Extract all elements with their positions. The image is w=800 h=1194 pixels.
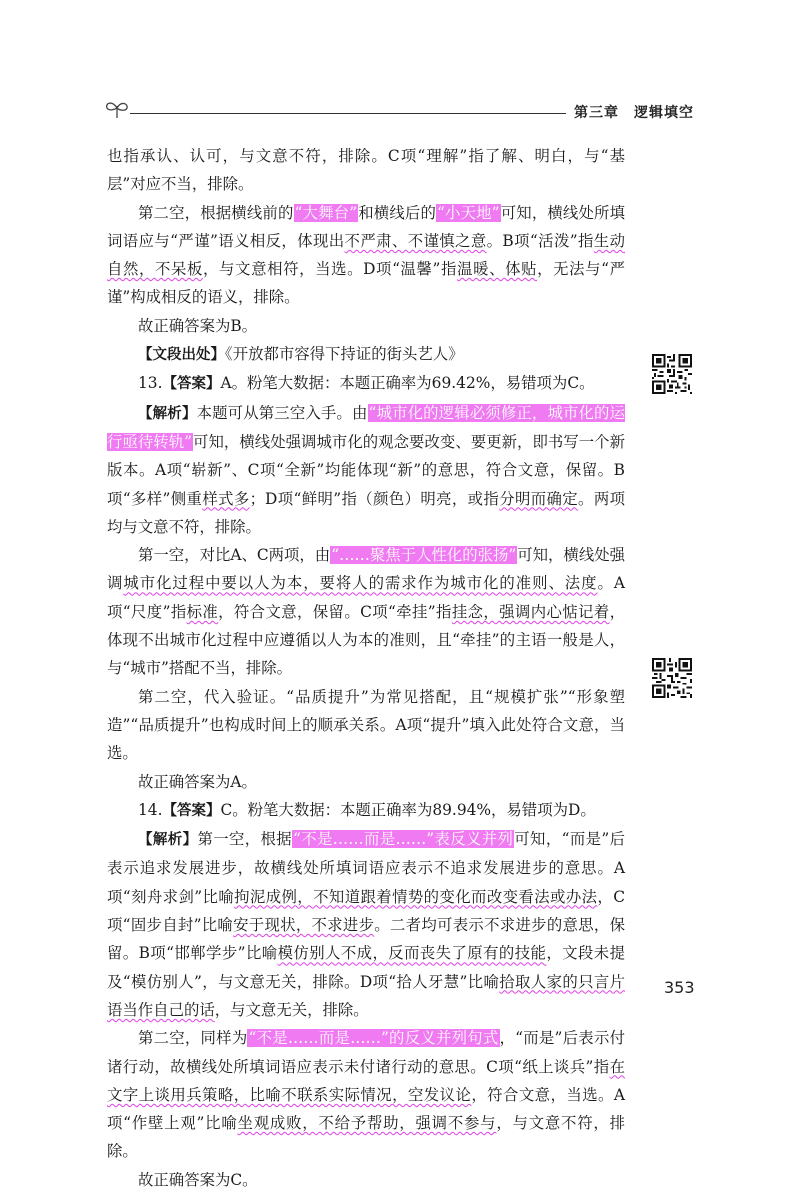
wavy-underline: 生动自然，不呆板 xyxy=(107,231,625,279)
answer-line: 故正确答案为C。 xyxy=(138,1170,258,1189)
chapter-title: 第三章 逻辑填空 xyxy=(574,105,694,121)
wavy-underline: 分明而确定 xyxy=(499,489,579,508)
question-14-answer: 14.【答案】C。粉笔大数据：本题正确率为89.94%，易错项为D。 xyxy=(138,800,596,819)
wavy-underline: 拾取人家的只言片语当作自己的话 xyxy=(107,972,625,1019)
highlight: “不是……而是……”的反义并列句式 xyxy=(248,1029,499,1048)
paragraph: 【解析】第一空，根据“不是……而是……”表反义并列可知，“而是”后表示追求发展进步，故横线处所填词语应表示不追求发展进步的意思。A项“刻舟求剑”比喻拘泥成例，不知道跟着情势的变化而改变看法或办法，C项“固步自封”比喻安于现状，不求进步。二者均可表示不求进步的意思，保留。B项“邯郸学步”比喻模仿别人不成，反而丧失了原有的技能，文段未提及“模仿别人”，与文意无关，排除。D项“拾人牙慧”比喻拾取人家的只言片语当作自己的话，与文意无关，排除。 xyxy=(107,830,625,1019)
qr-code-icon[interactable] xyxy=(652,354,692,394)
wavy-underline: 标准 xyxy=(186,602,219,621)
paragraph: 第一空，对比A、C两项，由“……聚焦于人性化的张扬”可知，横线处强调城市化过程中要以人为本，要将人的需求作为城市化的准则、法度。A项“尺度”指标准，符合文意，保留。C项“牵挂”指挂念，强调内心惦记着，体现不出城市化过程中应遵循以人为本的准则，且“牵挂”的主语一般是人，与“城市”搭配不当，排除。 xyxy=(107,546,625,678)
wavy-underline: 样式多 xyxy=(202,489,250,508)
wavy-underline: 温暖、体贴 xyxy=(457,260,538,279)
paragraph: 【解析】本题可从第三空入手。由“城市化的逻辑必须修正，城市化的运行亟待转轨”可知，横线处强调城市化的观念要改变、要更新，即书写一个新版本。A项“崭新”、C项“全新”均能体现“新”的意思，符合文意，保留。B项“多样”侧重样式多；D项“鲜明”指（颜色）明亮，或指分明而确定。两项均与文意不符，排除。 xyxy=(107,403,625,536)
wavy-underline: 安于现状，不求进步 xyxy=(233,916,375,935)
wavy-underline: 挂念，强调内心惦记着 xyxy=(451,602,610,621)
highlight: “城市化的逻辑必须修正，城市化的运行亟待转轨” xyxy=(107,403,625,451)
qr-code-icon[interactable] xyxy=(652,658,692,698)
answer-line: 故正确答案为A。 xyxy=(138,772,257,791)
paragraph: 第二空，同样为“不是……而是……”的反义并列句式，“而是”后表示付诸行动，故横线处所填词语应表示未付诸行动的意思。C项“纸上谈兵”指在文字上谈用兵策略，比喻不联系实际情况，空发议论，符合文意，当选。A项“作壁上观”比喻坐观成败，不给予帮助，强调不参与，与文意不符，排除。 xyxy=(107,1029,625,1161)
answer-line: 故正确答案为B。 xyxy=(138,316,258,335)
page-content xyxy=(107,142,625,1194)
wavy-underline: 在文字上谈用兵策略，比喻不联系实际情况，空发议论 xyxy=(107,1057,625,1104)
wavy-underline: 不严肃、不谨慎之意 xyxy=(344,231,487,250)
running-header xyxy=(104,96,694,124)
source-line: 【文段出处】《开放都市容得下持证的街头艺人》 xyxy=(138,345,464,364)
wavy-underline: 拘泥成例，不知道跟着情势的变化而改变看法或办法 xyxy=(234,887,598,906)
highlight: “大舞台” xyxy=(294,203,358,222)
highlight: “小天地” xyxy=(437,203,500,222)
wavy-underline: 模仿别人不成，反而丧失了原有的技能 xyxy=(277,944,547,963)
highlight: “……聚焦于人性化的张扬” xyxy=(331,546,517,565)
paragraph: 第二空，根据横线前的“大舞台”和横线后的“小天地”可知，横线处所填词语应与“严谨”语义相反，体现出不严肃、不谨慎之意。B项“活泼”指生动自然，不呆板，与文意相符，当选。D项“温馨”指温暖、体贴，无法与“严谨”构成相反的语义，排除。 xyxy=(107,203,625,307)
wavy-underline: 城市化过程中要以人为本，要将人的需求作为城市化的准则、法度 xyxy=(123,574,598,593)
paragraph: 也指承认、认可，与文意不符，排除。C项“理解”指了解、明白，与“基层”对应不当，排除。 xyxy=(107,147,625,194)
paragraph: 第二空，代入验证。“品质提升”为常见搭配，且“规模扩张”“形象塑造”“品质提升”也构成时间上的顺承关系。A项“提升”填入此处符合文意，当选。 xyxy=(107,687,625,763)
highlight: “不是……而是……”表反义并列 xyxy=(293,830,514,849)
sprout-icon xyxy=(104,98,130,120)
header-rule xyxy=(130,113,566,114)
question-13-answer: 13.【答案】A。粉笔大数据：本题正确率为69.42%，易错项为C。 xyxy=(138,374,595,393)
page-number: 353 xyxy=(664,978,695,997)
wavy-underline: 坐观成败，不给予帮助，强调不参与 xyxy=(237,1114,497,1133)
